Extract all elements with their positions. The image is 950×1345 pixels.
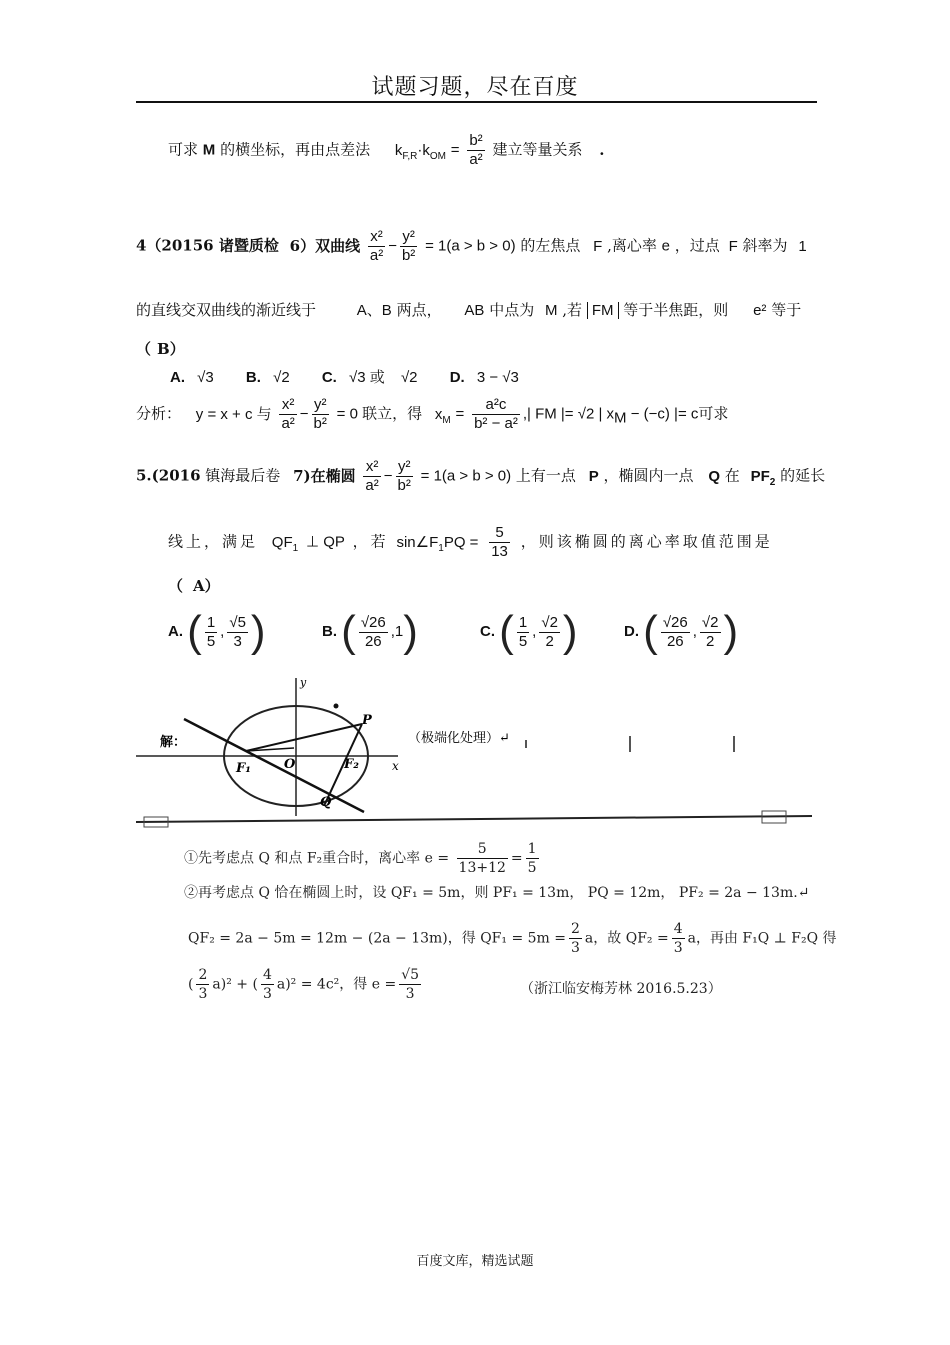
q4-M: M — [544, 302, 558, 319]
q4-options — [170, 366, 519, 387]
q4-FM: FM — [587, 302, 619, 319]
q4-frac-y: $\frac{\text{y²}}{\text{b²}}$ — [401, 228, 416, 264]
q5-opt-b: B. ( $\frac{√26}{26}$ ,1) — [322, 607, 418, 656]
q4-opt-b: √2 — [273, 369, 290, 386]
label-x: x — [392, 759, 399, 773]
q4-l2-a: 的直线交双曲线的渐近线于 — [136, 301, 317, 319]
analysis-c: ,| FM |= √2 | x — [522, 405, 615, 423]
solution-label: 解： — [160, 735, 187, 750]
q4-opt-c-or: 或 — [369, 368, 385, 386]
q4-condition: = 1(a > b > 0) — [425, 237, 516, 255]
analysis-d: M — [614, 409, 627, 427]
q4-opt-b-label: B. — [245, 369, 261, 386]
q4-line1 — [136, 228, 807, 265]
label-F1: F₁ — [236, 761, 251, 776]
q4-opt-d: 3 − √3 — [476, 369, 519, 386]
q5-perp: ⊥ QP — [305, 533, 345, 551]
q4-F-again: F — [728, 237, 738, 255]
fraction-b2-a2: $\frac{\text{b²}}{\text{a²}}$ — [469, 132, 483, 168]
q4-l2-f: 等于 — [771, 301, 802, 319]
intro-text-mid: 的横坐标，再由点差法 — [220, 140, 371, 159]
q5-intro: 7)在椭圆 — [293, 466, 356, 485]
q5-l2-b: ，若 — [352, 532, 389, 551]
q5-P: P — [588, 467, 599, 485]
q5-sin: $\sin\angle F_1PQ$ = — [396, 533, 479, 554]
analysis-frac-y: $\frac{\text{y²}}{\text{b²}}$ — [313, 396, 327, 432]
q4-text2: ,离心率 — [607, 236, 657, 255]
q5-opt-a: A. ( $\frac{1}{5}$ , $\frac{√5}{3}$ ) — [168, 607, 266, 656]
analysis-a: y = x + c 与 — [195, 405, 272, 423]
q4-line2 — [136, 300, 801, 321]
analysis-xM: $x_M$ — [434, 405, 451, 426]
q5-line1 — [136, 458, 825, 495]
page-header-title: 试题习题，尽在百度 — [371, 75, 579, 100]
analysis-f: 可求 — [698, 404, 729, 423]
label-O: O — [284, 757, 296, 772]
q5-line2 — [168, 524, 773, 561]
intro-text: 可求 — [168, 140, 199, 159]
minus-3: − — [383, 467, 393, 485]
q4-frac-x: $\frac{\text{x²}}{\text{a²}}$ — [369, 228, 384, 264]
k-fr: $k_{F,R}$ — [394, 141, 418, 162]
dot: · — [417, 141, 423, 159]
solution-credit: （浙江临安梅芳林 2016.5.23） — [520, 981, 722, 997]
intro-m: M — [202, 141, 216, 159]
q5-frac-y: $\frac{\text{y²}}{\text{b²}}$ — [397, 458, 411, 494]
solution-note: （极端化处理）↵ — [408, 731, 510, 746]
q5-number: 5.(2016 — [136, 466, 201, 485]
analysis-eq: = — [455, 405, 465, 423]
q4-AB-mid: AB — [464, 302, 485, 319]
solution-step4: ( $\frac{2}{3}$ a)² + ( $\frac{4}{3}$ a)² = 4c²，得 e = $\frac{√5}{3}$ — [188, 967, 420, 1002]
intro-period: . — [599, 140, 605, 159]
intro-line — [168, 132, 604, 169]
q4-opt-c1: √3 — [349, 369, 366, 386]
q5-PF2: $PF_2$ — [750, 467, 776, 488]
q5-text3: 在 — [724, 466, 740, 485]
q4-text: 的左焦点 — [520, 236, 581, 255]
q4-l2-d: ,若 — [562, 301, 583, 319]
q5-answer-letter: A） — [193, 577, 220, 595]
label-F2: F₂ — [344, 757, 359, 772]
q4-answer-letter: B） — [157, 340, 185, 358]
q4-text4: 斜率为 — [742, 236, 788, 255]
label-y: y — [300, 676, 307, 689]
solution-step1: ①先考虑点 Q 和点 F₂重合时，离心率 e = $\frac{5}{13+12}$ = $\frac{1}{5}$ — [184, 841, 537, 876]
solution-step2: ②再考虑点 Q 恰在椭圆上时，设 QF₁ = 5m，则 PF₁ = 13m， PQ = 12m， PF₂ = 2a − 13m.↵ — [184, 885, 810, 901]
q5-text1: 上有一点 — [515, 466, 576, 485]
q4-opt-a-label: A. — [170, 369, 185, 386]
k-om: $k_{OM}$ — [422, 141, 446, 162]
q4-opt-c-label: C. — [321, 369, 337, 386]
q5-opt-d: D. ( $\frac{√26}{26}$ , $\frac{√2}{2}$ ) — [624, 607, 739, 656]
q4-source: 6）双曲线 — [289, 236, 361, 255]
equals: = — [450, 141, 460, 159]
q4-slope: 1 — [798, 237, 807, 255]
q5-answer — [168, 576, 220, 596]
q5-opt-b-label: B. — [322, 622, 337, 640]
q5-Q: Q — [708, 467, 720, 485]
analysis-frac-xm: $\frac{\text{a²c}}{\text{b² − a²}}$ — [474, 396, 518, 432]
q4-number: 4（20156 诸暨质检 — [136, 236, 279, 255]
q5-opt-a-label: A. — [168, 622, 183, 640]
q4-l2-c: 中点为 — [489, 301, 535, 319]
q4-l2-e: 等于半焦距，则 — [623, 301, 729, 319]
q5-opt-d-label: D. — [624, 622, 639, 640]
q5-frac-x: $\frac{\text{x²}}{\text{a²}}$ — [365, 458, 379, 494]
solution-step3: QF₂ = 2a − 5m = 12m − (2a − 13m)，得 QF₁ = 5m = $\frac{2}{3}$ a，故 QF₂ = $\frac{4}{3}$ a，再由 F₁Q ⊥ F₂Q 得 — [188, 921, 837, 956]
q4-AB: A、B — [356, 302, 392, 319]
label-P: P — [362, 713, 372, 728]
intro-text-post: 建立等量关系 — [492, 140, 583, 159]
label-Q: Q — [320, 795, 332, 810]
analysis-frac-x: $\frac{\text{x²}}{\text{a²}}$ — [281, 396, 295, 432]
analysis-e: − (−c) |= c — [626, 405, 699, 423]
q5-text2: ，椭圆内一点 — [603, 466, 694, 485]
header-rule — [136, 101, 817, 103]
analysis-b: = 0 联立，得 — [336, 405, 423, 423]
q4-answer — [136, 339, 185, 359]
q4-e2: e² — [753, 302, 767, 319]
page-footer: 百度文库，精选试题 — [416, 1254, 534, 1269]
q5-frac-5-13: $\frac{5}{13}$ — [491, 524, 508, 560]
q4-F: F — [593, 237, 603, 255]
solution-scan — [136, 676, 837, 1021]
q4-text3: ，过点 — [674, 236, 720, 255]
q4-l2-b: 两点， — [396, 301, 442, 319]
q4-opt-c2: √2 — [400, 369, 418, 386]
q5-answer-paren: （ — [168, 577, 184, 595]
q4-analysis — [136, 396, 728, 433]
q4-answer-paren: （ — [136, 340, 152, 358]
minus-2: − — [299, 405, 309, 423]
q4-opt-a: √3 — [197, 369, 214, 386]
q5-l2-c: ，则该椭圆的离心率取值范围是 — [520, 532, 773, 551]
q4-opt-d-label: D. — [449, 369, 465, 386]
q4-e: e — [661, 237, 671, 255]
analysis-label: 分析： — [136, 404, 182, 423]
minus: − — [388, 237, 397, 255]
q5-l2-a: 线上，满足 — [168, 532, 259, 551]
q5-QF1: $QF_1$ — [271, 533, 299, 554]
q5-opt-c: C. ( $\frac{1}{5}$ , $\frac{√2}{2}$ ) — [480, 607, 578, 656]
q5-opt-c-label: C. — [480, 622, 495, 640]
q5-condition: = 1(a > b > 0) — [420, 467, 512, 485]
q5-source: 镇海最后卷 — [205, 466, 281, 485]
q5-text4: 的延长 — [780, 466, 826, 485]
